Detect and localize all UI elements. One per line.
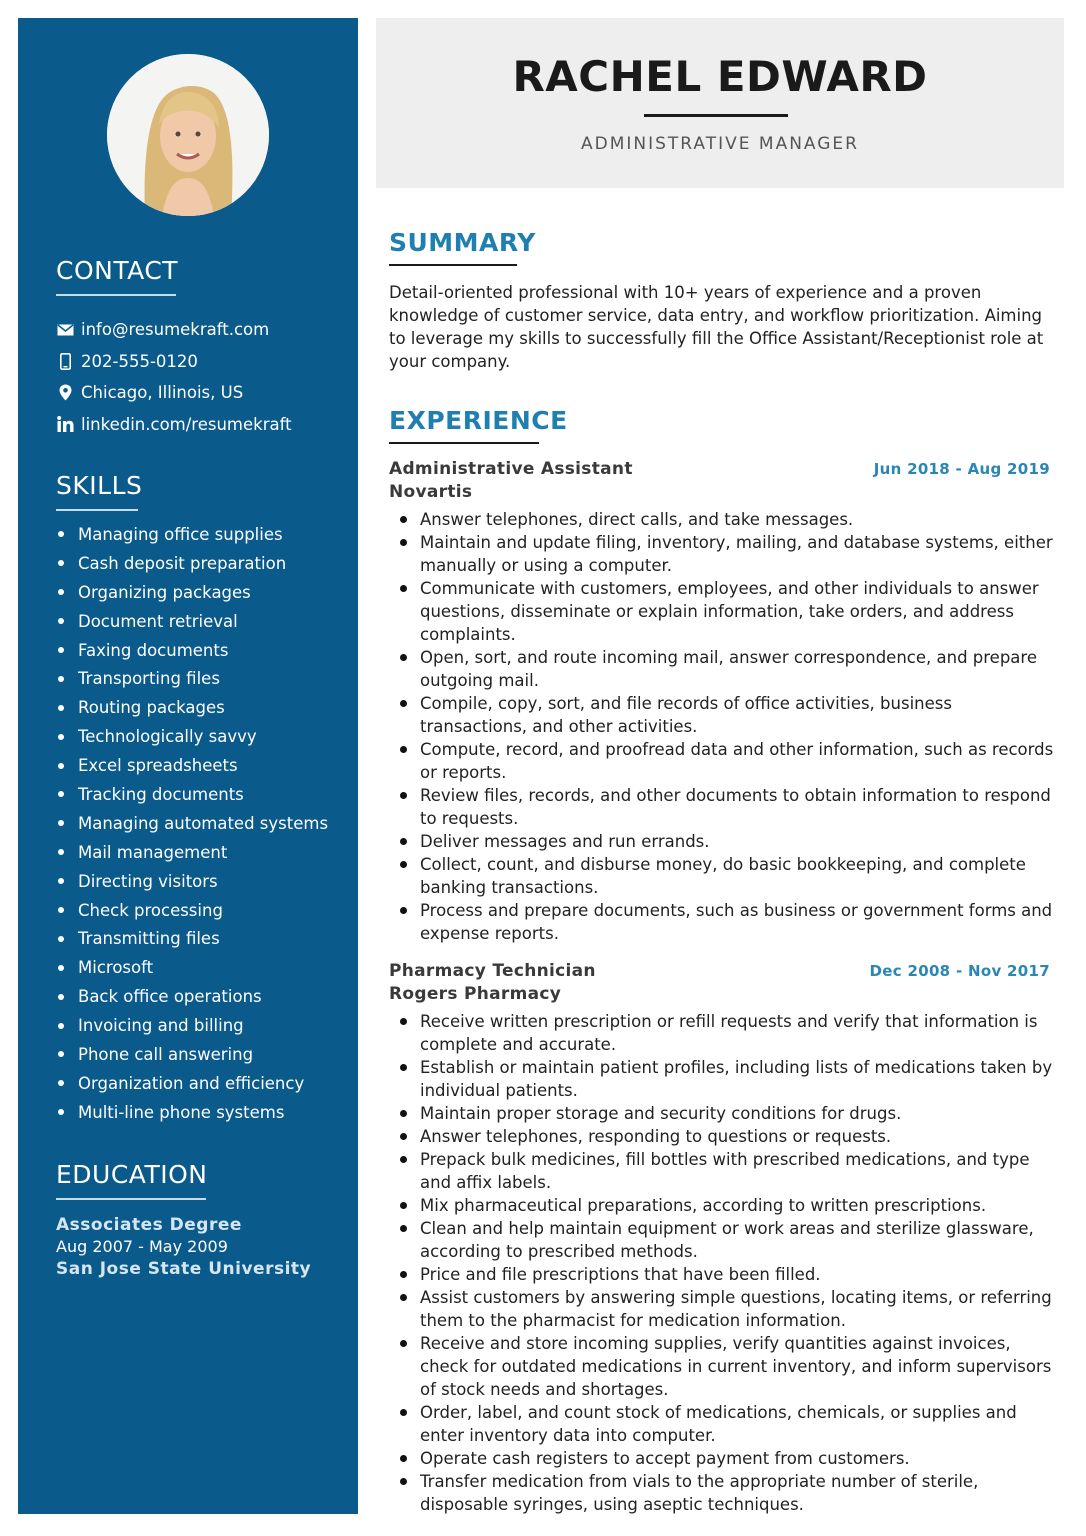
- experience-heading-underline: [389, 442, 539, 444]
- education-heading: EDUCATION: [56, 1160, 208, 1189]
- skill-item: [56, 780, 328, 809]
- job-title: Pharmacy Technician: [389, 961, 596, 981]
- skill-label: Invoicing and billing: [78, 1016, 244, 1036]
- avatar: [107, 54, 269, 216]
- summary-text: Detail-oriented professional with 10+ years of experience and a proven knowledge of customer service, data entry, and workflow prioritization. Aiming to leverage my skills to successfully fill the Office Assistant/Receptionist role at your company.: [389, 283, 1044, 371]
- contact-phone-text[interactable]: 202-555-0120: [81, 351, 198, 371]
- skill-label: Mail management: [78, 842, 228, 862]
- skill-item: [56, 693, 328, 722]
- duty-item: Answer telephones, responding to questions or requests.: [398, 1125, 1054, 1148]
- skill-label: Back office operations: [78, 987, 262, 1007]
- bullet-dot-icon: [58, 1080, 64, 1086]
- skill-label: Phone call answering: [78, 1044, 254, 1064]
- bullet-dot-icon: [58, 791, 64, 797]
- job-company: Novartis: [389, 482, 473, 502]
- resume-header: [376, 18, 1064, 188]
- candidate-role: ADMINISTRATIVE MANAGER: [581, 134, 859, 154]
- bullet-dot-icon: [58, 734, 64, 740]
- bullet-dot-icon: [58, 676, 64, 682]
- phone-icon: [56, 352, 74, 370]
- skill-item: [56, 722, 328, 751]
- bullet-dot-icon: [58, 531, 64, 537]
- skill-label: Check processing: [78, 900, 223, 920]
- contact-linkedin: [56, 409, 292, 441]
- contact-email: [56, 314, 292, 346]
- skill-item: [56, 578, 328, 607]
- duty-item: Operate cash registers to accept payment from customers.: [398, 1447, 1054, 1470]
- skill-item: [56, 867, 328, 896]
- profile-photo: [107, 54, 269, 216]
- candidate-name: RACHEL EDWARD: [512, 52, 928, 101]
- contact-list: [56, 314, 292, 440]
- bullet-dot-icon: [58, 878, 64, 884]
- skills-list: [56, 520, 328, 1127]
- job-dates: Dec 2008 - Nov 2017: [869, 962, 1050, 980]
- duty-item: Mix pharmaceutical preparations, according to written prescriptions.: [398, 1194, 1054, 1217]
- duty-item: Price and file prescriptions that have been filled.: [398, 1263, 1054, 1286]
- duty-item: Collect, count, and disburse money, do basic bookkeeping, and complete banking transactions.: [398, 853, 1054, 899]
- contact-heading-underline: [56, 294, 176, 296]
- skill-label: Managing office supplies: [78, 524, 283, 544]
- summary-heading-underline: [389, 264, 517, 266]
- skill-label: Managing automated systems: [78, 813, 329, 833]
- mail-icon: [56, 321, 74, 339]
- contact-location: [56, 377, 292, 409]
- skill-label: Organizing packages: [78, 582, 251, 602]
- duty-item: Communicate with customers, employees, and other individuals to answer questions, disseminate or explain information, take orders, and address complaints.: [398, 577, 1054, 646]
- bullet-dot-icon: [58, 763, 64, 769]
- skill-item: [56, 982, 328, 1011]
- bullet-dot-icon: [58, 589, 64, 595]
- contact-linkedin-text[interactable]: linkedin.com/resumekraft: [81, 414, 292, 434]
- skill-label: Excel spreadsheets: [78, 756, 238, 776]
- skill-item: [56, 607, 328, 636]
- duty-item: Process and prepare documents, such as business or government forms and expense reports.: [398, 899, 1054, 945]
- education-entry: [56, 1214, 311, 1280]
- education-degree: Associates Degree: [56, 1215, 242, 1235]
- experience-heading: EXPERIENCE: [389, 406, 568, 435]
- skill-item: [56, 924, 328, 953]
- skills-heading: SKILLS: [56, 471, 143, 500]
- duty-item: Assist customers by answering simple questions, locating items, or referring them to the pharmacist for medication information.: [398, 1286, 1054, 1332]
- duty-item: Compile, copy, sort, and file records of office activities, business transactions, and other activities.: [398, 692, 1054, 738]
- skill-label: Tracking documents: [78, 784, 244, 804]
- skill-item: [56, 953, 328, 982]
- bullet-dot-icon: [58, 907, 64, 913]
- education-heading-underline: [56, 1198, 206, 1200]
- education-school: San Jose State University: [56, 1259, 312, 1279]
- bullet-dot-icon: [58, 705, 64, 711]
- job-title: Administrative Assistant: [389, 459, 633, 479]
- skill-label: Faxing documents: [78, 640, 229, 660]
- skill-item: [56, 809, 328, 838]
- linkedin-icon: [56, 415, 74, 433]
- duty-item: Deliver messages and run errands.: [398, 830, 1054, 853]
- duty-item: Receive written prescription or refill requests and verify that information is complete and accurate.: [398, 1010, 1054, 1056]
- contact-phone: [56, 346, 292, 378]
- bullet-dot-icon: [58, 820, 64, 826]
- skill-label: Transmitting files: [78, 929, 220, 949]
- skill-item: [56, 751, 328, 780]
- skill-label: Document retrieval: [78, 611, 238, 631]
- bullet-dot-icon: [58, 849, 64, 855]
- skills-heading-underline: [56, 509, 138, 511]
- duty-item: Compute, record, and proofread data and other information, such as records or reports.: [398, 738, 1054, 784]
- skill-item: [56, 636, 328, 665]
- skill-label: Transporting files: [78, 669, 220, 689]
- duty-item: Receive and store incoming supplies, verify quantities against invoices, check for outdated medications in current inventory, and inform supervisors of stock needs and shortages.: [398, 1332, 1054, 1401]
- contact-location-text: Chicago, Illinois, US: [81, 383, 244, 403]
- job-duties-list: [398, 1010, 1054, 1516]
- duty-item: Review files, records, and other documents to obtain information to respond to requests.: [398, 784, 1054, 830]
- skill-label: Cash deposit preparation: [78, 553, 287, 573]
- skill-label: Directing visitors: [78, 871, 218, 891]
- skill-item: [56, 896, 328, 925]
- contact-email-text[interactable]: info@resumekraft.com: [81, 320, 270, 340]
- duty-item: Clean and help maintain equipment or work areas and sterilize glassware, according to prescribed methods.: [398, 1217, 1054, 1263]
- bullet-dot-icon: [58, 1051, 64, 1057]
- skill-item: [56, 838, 328, 867]
- duty-item: Prepack bulk medicines, fill bottles with prescribed medications, and type and affix labels.: [398, 1148, 1054, 1194]
- duty-item: Answer telephones, direct calls, and take messages.: [398, 508, 1054, 531]
- duty-item: Order, label, and count stock of medications, chemicals, or supplies and enter inventory data into computer.: [398, 1401, 1054, 1447]
- job-duties-list: [398, 508, 1054, 945]
- bullet-dot-icon: [58, 618, 64, 624]
- job-dates: Jun 2018 - Aug 2019: [873, 460, 1050, 478]
- bullet-dot-icon: [58, 994, 64, 1000]
- skill-item: [56, 1011, 328, 1040]
- bullet-dot-icon: [58, 936, 64, 942]
- education-dates: Aug 2007 - May 2009: [56, 1237, 228, 1256]
- bullet-dot-icon: [58, 965, 64, 971]
- skill-label: Multi-line phone systems: [78, 1102, 285, 1122]
- duty-item: Maintain and update filing, inventory, mailing, and database systems, either manually or using a computer.: [398, 531, 1054, 577]
- bullet-dot-icon: [58, 1023, 64, 1029]
- skill-item: [56, 1040, 328, 1069]
- skill-label: Microsoft: [78, 958, 154, 978]
- skill-item: [56, 664, 328, 693]
- bullet-dot-icon: [58, 1109, 64, 1115]
- duty-item: Establish or maintain patient profiles, including lists of medications taken by individual patients.: [398, 1056, 1054, 1102]
- skill-item: [56, 549, 328, 578]
- contact-heading: CONTACT: [56, 256, 179, 285]
- duty-item: Open, sort, and route incoming mail, answer correspondence, and prepare outgoing mail.: [398, 646, 1054, 692]
- duty-item: Transfer medication from vials to the appropriate number of sterile, disposable syringes, using aseptic techniques.: [398, 1470, 1054, 1516]
- bullet-dot-icon: [58, 560, 64, 566]
- job-company: Rogers Pharmacy: [389, 984, 562, 1004]
- skill-item: [56, 520, 328, 549]
- skill-label: Organization and efficiency: [78, 1073, 305, 1093]
- skill-item: [56, 1098, 328, 1127]
- skill-item: [56, 1069, 328, 1098]
- duty-item: Maintain proper storage and security conditions for drugs.: [398, 1102, 1054, 1125]
- location-pin-icon: [56, 384, 74, 402]
- name-divider: [644, 114, 788, 117]
- bullet-dot-icon: [58, 647, 64, 653]
- summary-heading: SUMMARY: [389, 228, 536, 257]
- sidebar: [18, 18, 358, 1514]
- skill-label: Technologically savvy: [78, 727, 257, 747]
- skill-label: Routing packages: [78, 698, 225, 718]
